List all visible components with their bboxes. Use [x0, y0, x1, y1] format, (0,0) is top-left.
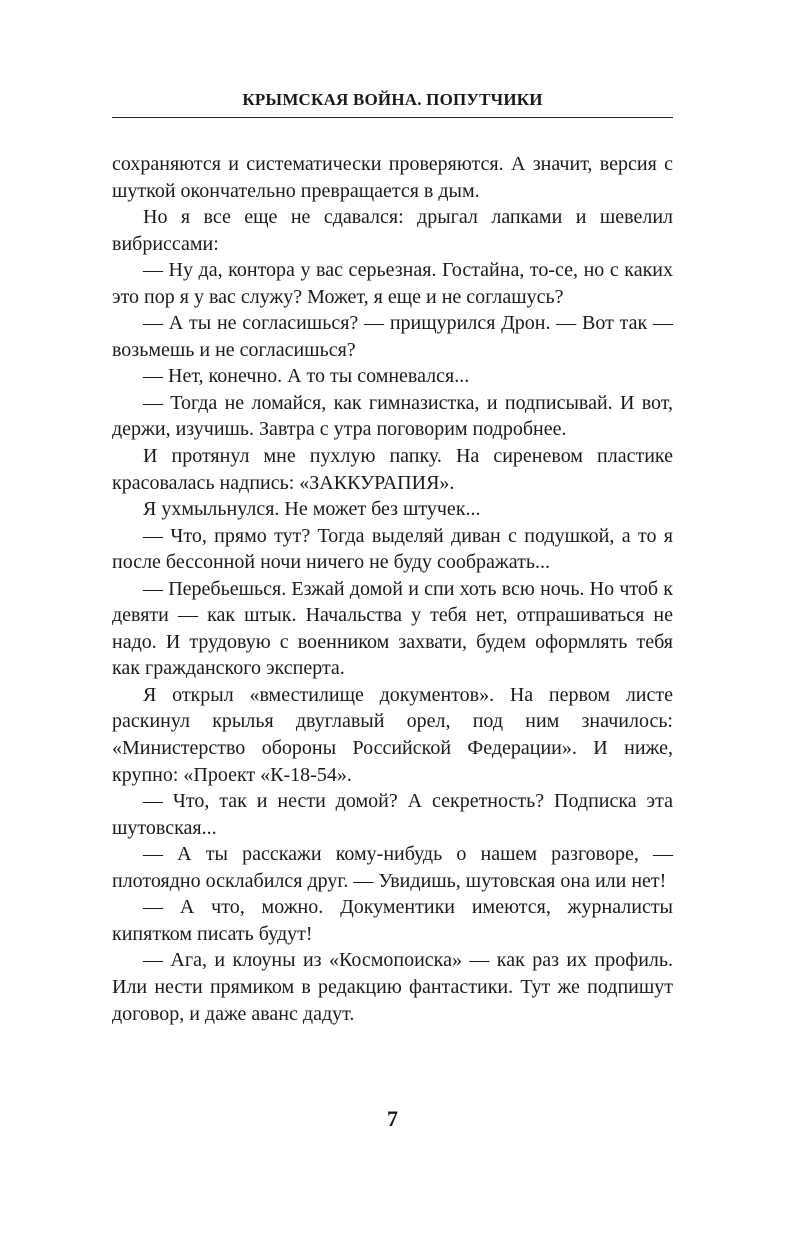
paragraph: — А что, можно. Документики имеются, журналисты кипятком писать будут!: [112, 896, 673, 945]
page-number: 7: [387, 1106, 398, 1131]
paragraph: — Что, прямо тут? Тогда выделяй диван с подушкой, а то я после бессонной ночи ничего не буду соображать...: [112, 524, 673, 574]
paragraph: — Ага, и клоуны из «Космопоиска» — как раз их профиль. Или нести прямиком в редакцию фантастики. Тут же подпишут договор, и даже аванс дадут.: [112, 949, 673, 1025]
paragraph: Я ухмыльнулся. Не может без штучек...: [143, 498, 481, 521]
paragraph: — А ты расскажи кому-нибудь о нашем разговоре, — плотоядно осклабился друг. — Увидишь, шутовская она или нет!: [112, 843, 673, 892]
paragraph: — Нет, конечно. А то ты сомневался...: [143, 365, 470, 388]
paragraph: И протянул мне пухлую папку. На сиреневом пластике красовалась надпись: «ЗАККУРАПИЯ».: [112, 445, 673, 494]
paragraph: — Перебьешься. Езжай домой и спи хоть всю ночь. Но чтоб к девяти — как штык. Начальства у тебя нет, отпрашиваться не надо. И трудовую с военником захвати, будем оформлять тебя как гражданского эксперта.: [112, 577, 673, 680]
running-title: КРЫМСКАЯ ВОЙНА. ПОПУТЧИКИ: [242, 90, 543, 109]
header-rule: [112, 117, 673, 118]
paragraph: — А ты не согласишься? — прищурился Дрон. — Вот так — возьмешь и не согласишься?: [112, 312, 673, 361]
paragraph: Я открыл «вместилище документов». На первом листе раскинул крылья двуглавый орел, под ним значилось: «Министерство обороны Российской Федерации». И ниже, крупно: «Проект «К-18-54».: [112, 683, 673, 786]
paragraph: сохраняются и систематически проверяются. А значит, версия с шуткой окончательно превращается в дым.: [112, 153, 673, 202]
paragraph: — Тогда не ломайся, как гимназистка, и подписывай. И вот, держи, изучишь. Завтра с утра поговорим подробнее.: [112, 391, 673, 441]
paragraph: — Ну да, контора у вас серьезная. Гостайна, то-се, но с каких это пор я у вас служу? Может, я еще и не соглашусь?: [112, 259, 673, 308]
paragraph: — Что, так и нести домой? А секретность? Подписка эта шутовская...: [112, 790, 673, 839]
paragraph: Но я все еще не сдавался: дрыгал лапками и шевелил вибриссами:: [112, 206, 673, 255]
body-text: [112, 151, 673, 1027]
